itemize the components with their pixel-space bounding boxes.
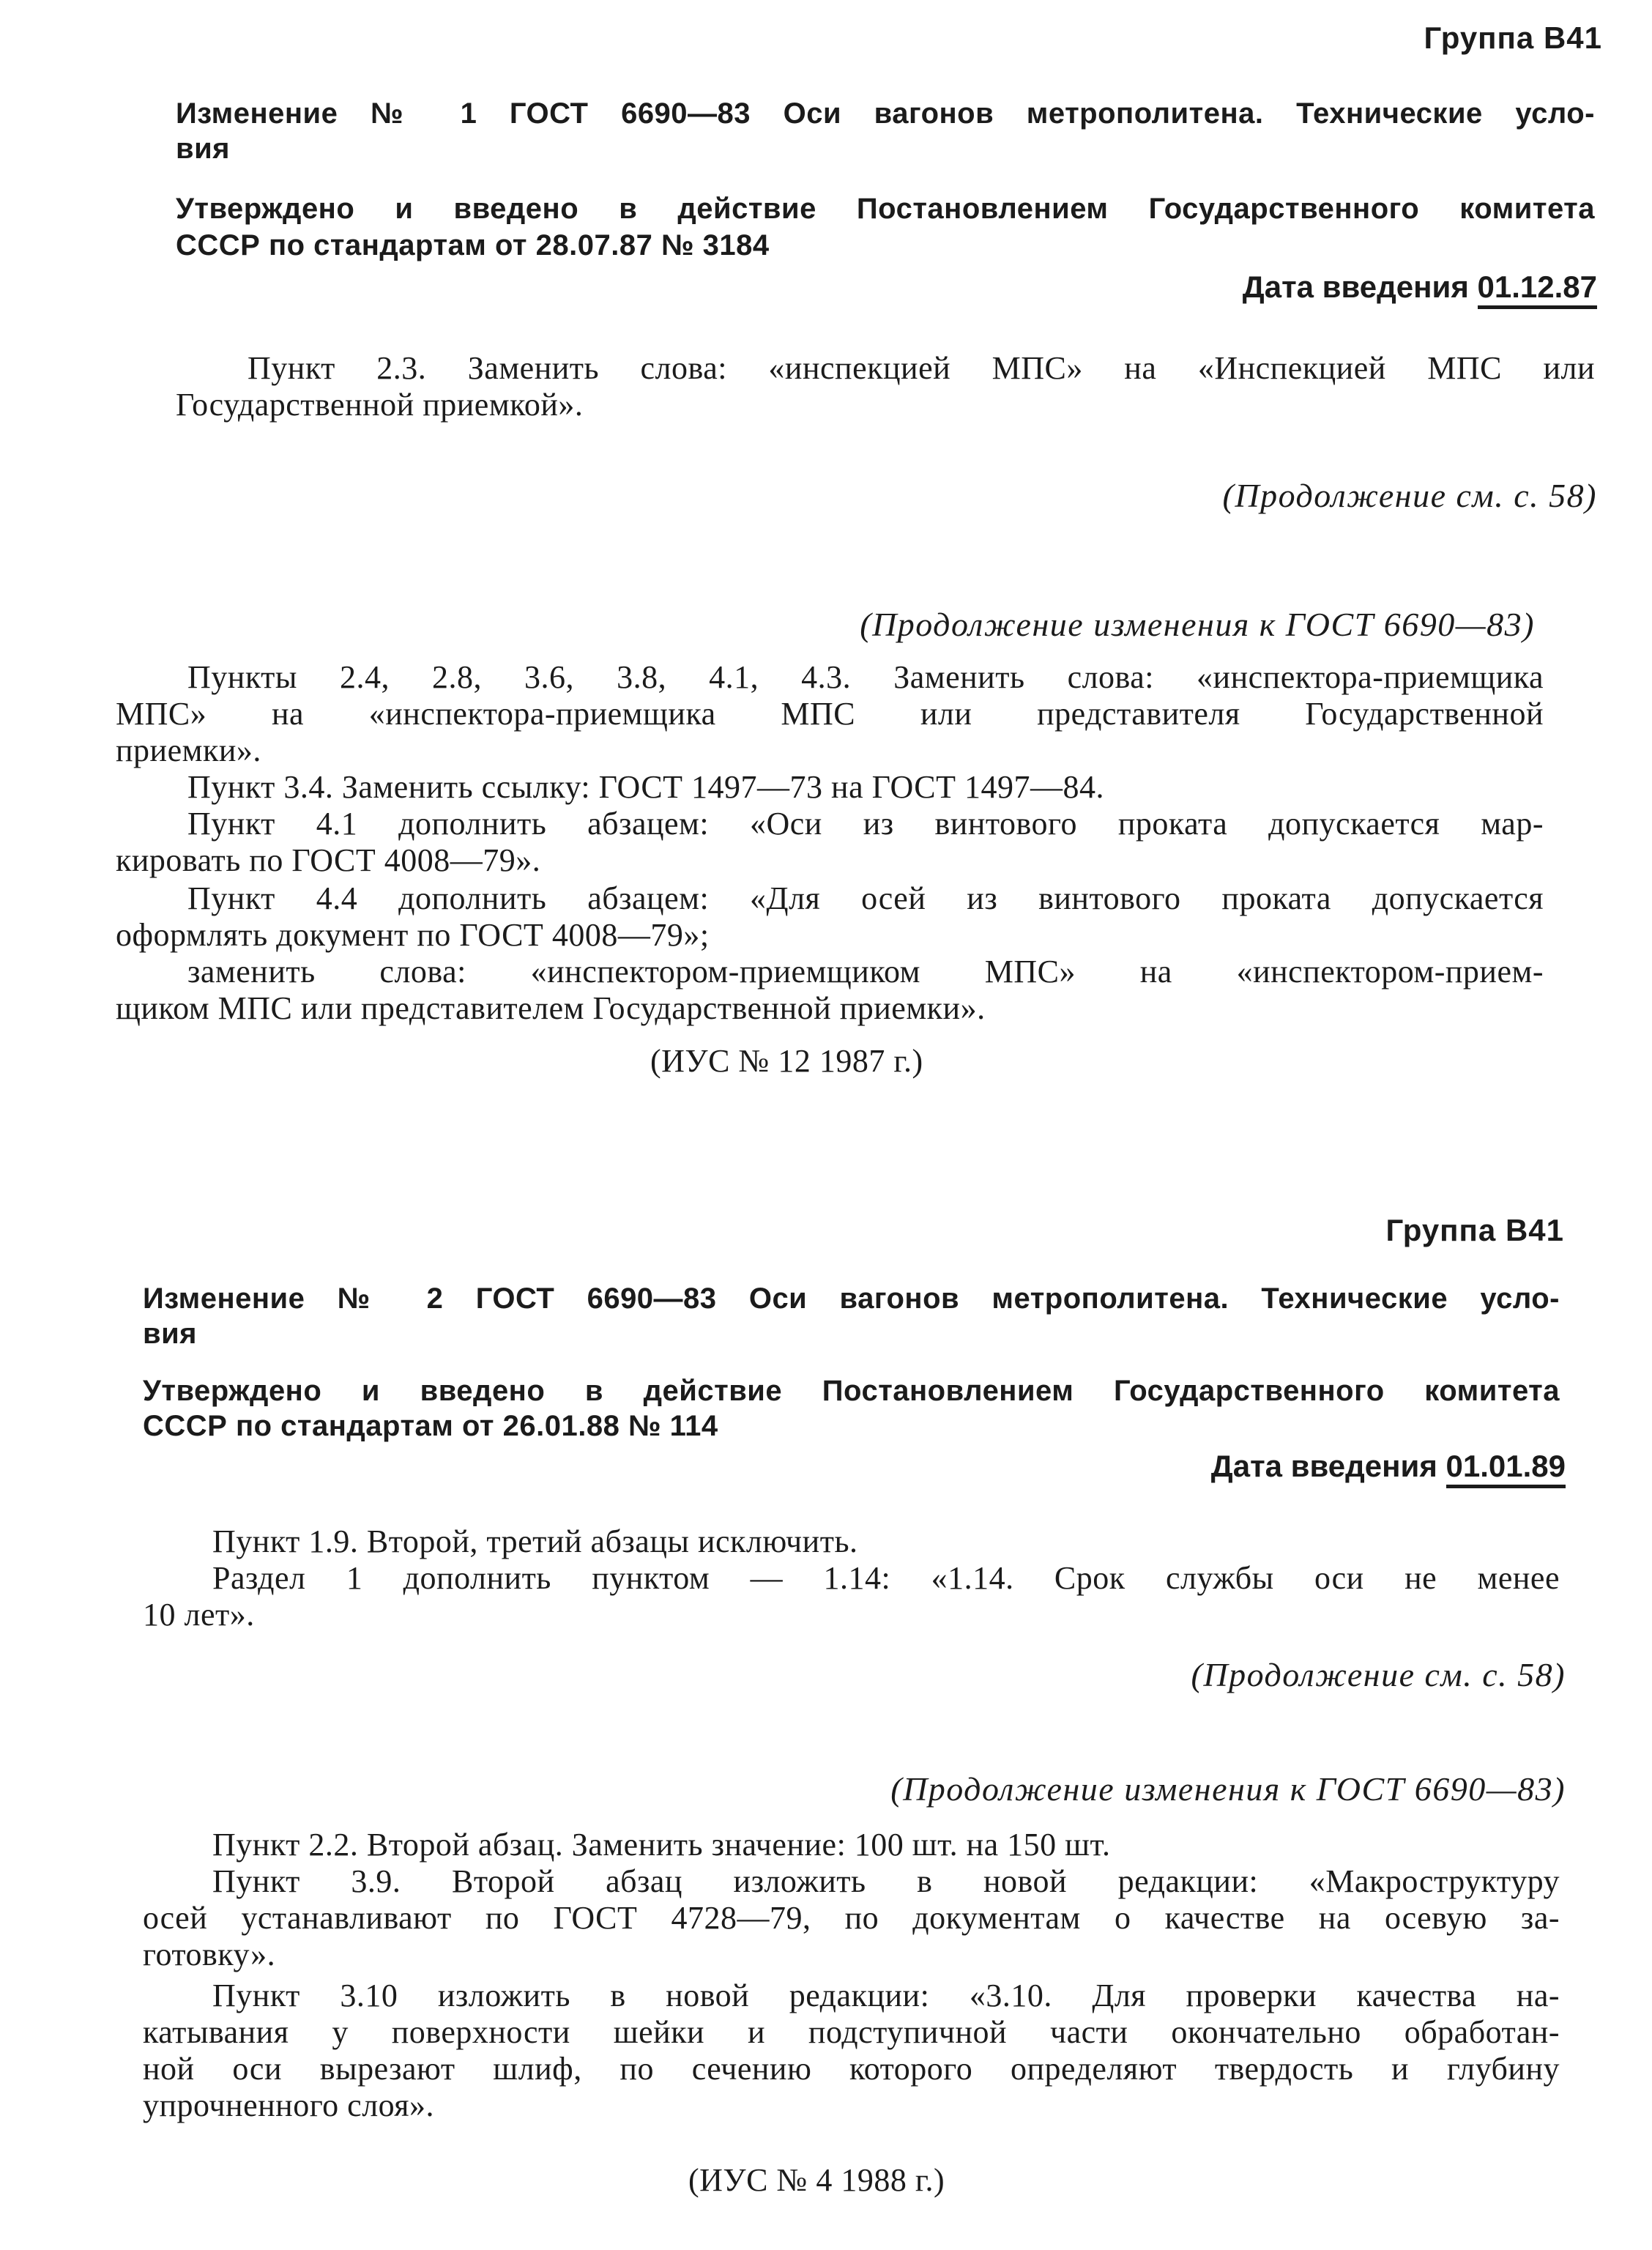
effective-date	[1243, 270, 1597, 305]
amendment-title: Изменение № 2 ГОСТ 6690—83 Оси вагонов метрополитена. Технические усло-	[143, 1282, 1560, 1315]
paragraph: Пункт 1.9. Второй, третий абзацы исключить.	[212, 1523, 858, 1559]
effective-date-value: 01.01.89	[1446, 1449, 1566, 1488]
continued-note: (Продолжение см. с. 58)	[1191, 1656, 1566, 1693]
paragraph: Раздел 1 дополнить пунктом — 1.14: «1.14. Срок службы оси не менее	[212, 1560, 1560, 1596]
paragraph-cont: оформлять документ по ГОСТ 4008—79»;	[116, 917, 710, 953]
paragraph: Пункт 2.2. Второй абзац. Заменить значение: 100 шт. на 150 шт.	[212, 1827, 1111, 1863]
paragraph-cont: готовку».	[143, 1937, 276, 1972]
source-reference: (ИУС № 4 1988 г.)	[688, 2162, 945, 2198]
effective-date-value: 01.12.87	[1478, 270, 1598, 309]
approval-statement: Утверждено и введено в действие Постановлением Государственного комитета	[176, 193, 1595, 225]
continuation-heading: (Продолжение изменения к ГОСТ 6690—83)	[860, 606, 1535, 643]
paragraph: Пункт 4.1 дополнить абзацем: «Оси из винтового проката допускается мар-	[187, 806, 1544, 842]
amendment-title-cont: вия	[176, 133, 231, 165]
group-code: Группа В41	[1385, 1213, 1564, 1247]
paragraph-cont: катывания у поверхности шейки и подступичной части окончательно обработан-	[143, 2014, 1560, 2050]
paragraph: Пункт 4.4 дополнить абзацем: «Для осей из винтового проката допускается	[187, 880, 1544, 916]
amendment-title: Изменение № 1 ГОСТ 6690—83 Оси вагонов метрополитена. Технические усло-	[176, 97, 1595, 130]
effective-date-label: Дата введения	[1242, 270, 1478, 304]
paragraph-cont: Государственной приемкой».	[176, 387, 584, 423]
paragraph-cont: 10 лет».	[143, 1597, 255, 1633]
approval-statement-cont: СССР по стандартам от 28.07.87 № 3184	[176, 229, 770, 261]
group-code: Группа В41	[1424, 21, 1602, 55]
paragraph: Пункт 2.3. Заменить слова: «инспекцией МПС» на «Инспекцией МПС или	[248, 350, 1595, 386]
approval-statement-cont: СССР по стандартам от 26.01.88 № 114	[143, 1410, 718, 1442]
paragraph-cont: кировать по ГОСТ 4008—79».	[116, 842, 541, 878]
paragraph-cont: приемки».	[116, 732, 261, 768]
source-reference: (ИУС № 12 1987 г.)	[650, 1043, 923, 1079]
effective-date-label: Дата введения	[1210, 1449, 1446, 1483]
continued-note: (Продолжение см. с. 58)	[1222, 477, 1597, 514]
paragraph: заменить слова: «инспектором-приемщиком МПС» на «инспектором-прием-	[187, 954, 1544, 990]
paragraph: Пункт 3.4. Заменить ссылку: ГОСТ 1497—73 на ГОСТ 1497—84.	[187, 769, 1104, 805]
paragraph-cont: ной оси вырезают шлиф, по сечению которого определяют твердость и глубину	[143, 2051, 1560, 2087]
paragraph-cont: упрочненного слоя».	[143, 2087, 435, 2123]
paragraph: Пункт 3.9. Второй абзац изложить в новой редакции: «Макроструктуру	[212, 1863, 1560, 1899]
approval-statement: Утверждено и введено в действие Постановлением Государственного комитета	[143, 1375, 1560, 1407]
amendment-title-cont: вия	[143, 1318, 198, 1350]
continuation-heading: (Продолжение изменения к ГОСТ 6690—83)	[890, 1770, 1566, 1808]
paragraph-cont: МПС» на «инспектора-приемщика МПС или представителя Государственной	[116, 696, 1544, 732]
paragraph: Пункт 3.10 изложить в новой редакции: «3.10. Для проверки качества на-	[212, 1978, 1560, 2013]
paragraph-cont: щиком МПС или представителем Государственной приемки».	[116, 990, 986, 1026]
paragraph: Пункты 2.4, 2.8, 3.6, 3.8, 4.1, 4.3. Заменить слова: «инспектора-приемщика	[187, 659, 1544, 695]
effective-date	[1211, 1449, 1566, 1484]
paragraph-cont: осей устанавливают по ГОСТ 4728—79, по документам о качестве на осевую за-	[143, 1900, 1560, 1936]
